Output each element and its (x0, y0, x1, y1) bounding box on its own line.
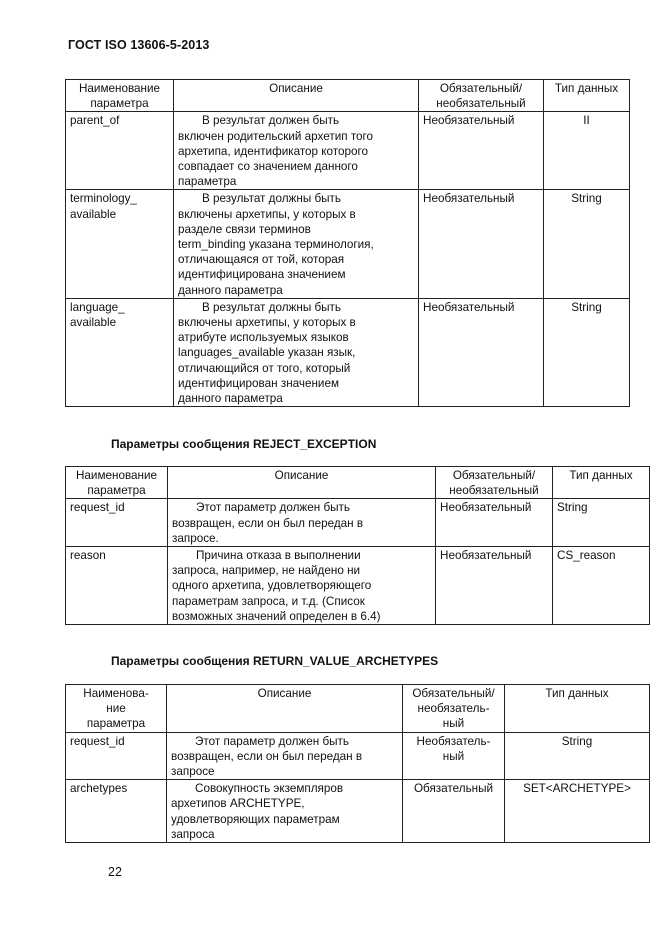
column-header (419, 80, 544, 112)
data-type: CS_reason (557, 549, 616, 563)
requirement-cell (419, 190, 544, 298)
description-cell (174, 112, 419, 190)
parameters-table-1 (65, 79, 630, 407)
column-header-text: Описание (269, 82, 323, 95)
table-row (66, 732, 650, 780)
parameters-table-3 (65, 684, 650, 843)
table-row (66, 780, 650, 843)
column-header (505, 685, 650, 733)
column-header (544, 80, 630, 112)
requirement: Обязательный (413, 782, 494, 796)
column-header-text: ние (106, 702, 126, 716)
requirement-cell (419, 112, 544, 190)
column-header-text: параметра (86, 717, 146, 731)
data-type: String (571, 192, 602, 206)
requirement: ный (442, 749, 465, 763)
column-header-text: Наименование (75, 469, 158, 482)
column-header (66, 80, 174, 112)
requirement: Необязательный (440, 501, 532, 515)
param-name: terminology_ (70, 192, 137, 206)
param-name: reason (70, 549, 106, 563)
requirement: Необязательный (423, 300, 515, 314)
description-line: идентифицирована значением (178, 268, 346, 282)
data-type: String (557, 501, 588, 515)
table-row (66, 547, 650, 625)
description-line: данного параметра (178, 392, 283, 406)
column-header-text: Обязательный/ (412, 687, 495, 700)
description-line: отличающаяся от той, которая (178, 253, 345, 267)
param-name: archetypes (70, 782, 128, 796)
param-name-cell (66, 732, 167, 780)
column-header-text: Обязательный/ (439, 82, 523, 95)
description-line: отличающийся от того, который (178, 361, 351, 375)
column-header (168, 467, 436, 499)
column-header-text: параметра (90, 97, 149, 111)
description-line: Совокупность экземпляров (195, 782, 344, 796)
column-header (403, 685, 505, 733)
column-header-text: Тип данных (554, 82, 619, 95)
param-name-cell (66, 298, 174, 406)
table-row (66, 190, 630, 298)
data-type-cell (553, 547, 650, 625)
section-title-return-value-archetypes: Параметры сообщения RETURN_VALUE_ARCHETYPES (111, 654, 439, 668)
description-line: совпадает со значением данного (178, 160, 358, 174)
param-name: parent_of (70, 114, 120, 128)
column-header-text: ный (442, 717, 465, 731)
column-header (553, 467, 650, 499)
column-header-text: Описание (274, 469, 329, 482)
description-line: возвращен, если он был передан в (172, 516, 364, 530)
param-name: available (70, 207, 117, 221)
column-header-text: необязательный (449, 484, 539, 498)
description-line: term_binding указана терминология, (178, 238, 374, 252)
requirement-cell (419, 298, 544, 406)
param-name: request_id (70, 501, 125, 515)
description-cell (167, 780, 403, 843)
description-line: включен родительский архетип того (178, 129, 374, 143)
description-line: запросе (171, 765, 215, 779)
data-type: SET<ARCHETYPE> (523, 782, 631, 796)
requirement-cell (403, 732, 505, 780)
description-line: одного архетипа, удовлетворяющего (172, 579, 372, 593)
column-header (436, 467, 553, 499)
column-header-text: Описание (257, 687, 312, 700)
requirement-cell (436, 547, 553, 625)
requirement-cell (403, 780, 505, 843)
description-line: включены архетипы, у которых в (178, 316, 356, 330)
param-name-cell (66, 780, 167, 843)
parameters-table-2 (65, 466, 650, 625)
description-line: Причина отказа в выполнении (196, 549, 361, 563)
description-line: В результат должны быть (202, 192, 341, 206)
section-title-reject-exception: Параметры сообщения REJECT_EXCEPTION (111, 437, 377, 451)
description-line: удовлетворяющих параметрам (171, 812, 340, 826)
description-cell (174, 298, 419, 406)
param-name: language_ (70, 300, 125, 314)
description-line: languages_available указан язык, (178, 346, 356, 360)
description-line: архетипов ARCHETYPE, (171, 797, 305, 811)
column-header (167, 685, 403, 733)
description-line: идентифицирован значением (178, 376, 339, 390)
description-line: разделе связи терминов (178, 222, 311, 236)
column-header (66, 467, 168, 499)
requirement-cell (436, 499, 553, 547)
column-header-text: необязательный (436, 97, 526, 111)
data-type-cell (505, 780, 650, 843)
requirement: Необязательный (423, 192, 515, 206)
description-line: Этот параметр должен быть (196, 501, 350, 515)
param-name: available (70, 316, 117, 330)
data-type: II (583, 114, 590, 128)
table-row (66, 298, 630, 406)
column-header-text: Тип данных (569, 469, 633, 482)
param-name-cell (66, 112, 174, 190)
column-header-text: Тип данных (545, 687, 609, 700)
description-cell (174, 190, 419, 298)
data-type-cell (553, 499, 650, 547)
page-number: 22 (108, 865, 122, 879)
data-type: String (561, 734, 593, 748)
description-line: атрибуте используемых языков (178, 331, 349, 345)
description-line: запросе. (172, 531, 219, 545)
description-line: запроса (171, 827, 215, 841)
requirement: Необязатель- (416, 734, 491, 748)
data-type: String (571, 300, 602, 314)
column-header (174, 80, 419, 112)
data-type-cell (544, 298, 630, 406)
column-header-text: Наименование (78, 82, 161, 95)
param-name-cell (66, 499, 168, 547)
column-header-text: необязатель- (417, 702, 490, 716)
description-line: архетипа, идентификатор которого (178, 144, 369, 158)
description-line: возвращен, если он был передан в (171, 749, 363, 763)
description-line: В результат должны быть (202, 300, 341, 314)
table-header-row (66, 467, 650, 499)
description-cell (168, 499, 436, 547)
description-line: включены архетипы, у которых в (178, 207, 356, 221)
table-header-row (66, 685, 650, 733)
requirement: Необязательный (440, 549, 532, 563)
description-cell (168, 547, 436, 625)
description-line: В результат должен быть (202, 114, 340, 128)
column-header-text: параметра (87, 484, 146, 498)
table-header-row (66, 80, 630, 112)
requirement: Необязательный (423, 114, 515, 128)
param-name-cell (66, 547, 168, 625)
param-name-cell (66, 190, 174, 298)
column-header (66, 685, 167, 733)
data-type-cell (505, 732, 650, 780)
data-type-cell (544, 112, 630, 190)
description-line: параметра (178, 175, 237, 189)
description-line: возможных значений определен в 6.4) (172, 609, 381, 623)
description-line: параметрам запроса, и т.д. (Список (172, 594, 365, 608)
description-line: запроса, например, не найдено ни (172, 564, 361, 578)
description-line: Этот параметр должен быть (195, 734, 349, 748)
param-name: request_id (70, 734, 125, 748)
description-cell (167, 732, 403, 780)
table-row (66, 112, 630, 190)
description-line: данного параметра (178, 283, 283, 297)
table-row (66, 499, 650, 547)
column-header-text: Наименова- (83, 687, 149, 700)
column-header-text: Обязательный/ (452, 469, 536, 482)
data-type-cell (544, 190, 630, 298)
document-header: ГОСТ ISO 13606-5-2013 (68, 38, 210, 52)
